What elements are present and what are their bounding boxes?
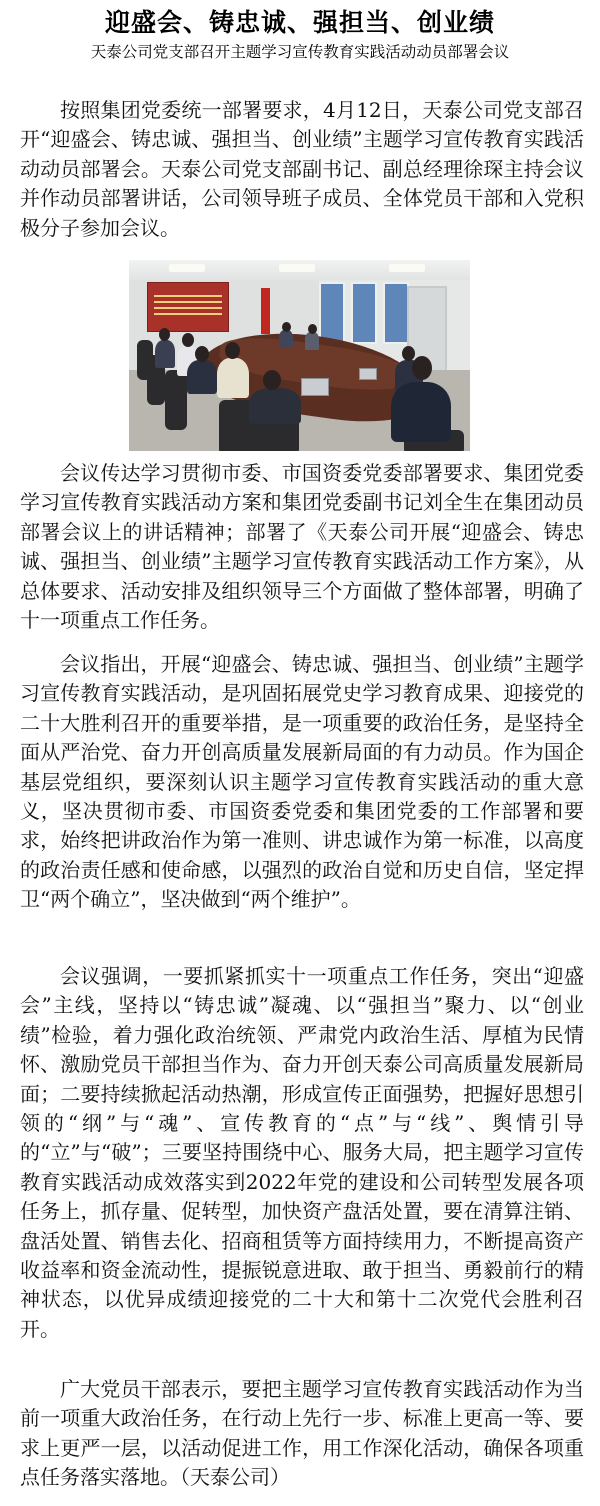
attendee-head <box>195 346 209 362</box>
ceiling-light <box>279 264 315 272</box>
attendee <box>249 388 301 424</box>
paragraph-1: 按照集团党委统一部署要求，4月12日，天泰公司党支部召开“迎盛会、铸忠诚、强担当、创业绩”主题学习宣传教育实践活动动员部署会。天泰公司党支部副书记、副总经理徐琛主持会议并作动员部署讲话，公司领导班子成员、全体党员干部和入党积极分子参加会议。 <box>20 98 584 240</box>
paragraph-2: 会议传达学习贯彻市委、市国资委党委部署要求、集团党委学习宣传教育实践活动方案和集团党委副书记刘全生在集团动员部署会议上的讲话精神；部署了《天泰公司开展“迎盛会、铸忠诚、强担当、创业绩”主题学习宣传教育实践活动工作方案》，从总体要求、活动安排及组织领导三个方面做了整体部署，明确了十一项重点工作任务。 <box>20 461 584 633</box>
article-subtitle: 天泰公司党支部召开主题学习宣传教育实践活动动员部署会议 <box>90 43 510 61</box>
attendee <box>155 340 175 368</box>
attendee-head <box>225 342 240 359</box>
attendee-head <box>282 322 291 332</box>
meeting-photo <box>129 260 470 451</box>
attendee-head <box>308 324 317 334</box>
laptop <box>359 368 377 380</box>
window <box>383 282 409 344</box>
attendee <box>217 358 249 398</box>
attendee <box>391 382 451 442</box>
attendee-head <box>263 370 281 390</box>
attendee-head <box>159 328 170 341</box>
ceiling-light <box>169 264 205 272</box>
attendee-head <box>412 356 432 380</box>
attendee <box>279 330 293 348</box>
paragraph-3: 会议指出，开展“迎盛会、铸忠诚、强担当、创业绩”主题学习宣传教育实践活动，是巩固拓展党史学习教育成果、迎接党的二十大胜利召开的重要举措，是一项重要的政治任务，是坚持全面从严治党、奋力开创高质量发展新局面的有力动员。作为国企基层党组织，要深刻认识主题学习宣传教育实践活动的重大意义，坚决贯彻市委、市国资委党委和集团党委的工作部署和要求，始终把讲政治作为第一准则、讲忠诚作为第一标准，以高度的政治责任感和使命感，以强烈的政治自觉和历史自信，坚定捍卫“两个确立”，坚决做到“两个维护”。 <box>20 652 584 912</box>
chair <box>165 370 187 430</box>
window <box>319 282 345 344</box>
attendee <box>305 332 319 350</box>
red-banner <box>147 282 229 332</box>
attendee-head <box>402 346 415 361</box>
window <box>351 282 377 344</box>
attendee-head <box>182 333 194 347</box>
party-flag <box>261 288 270 334</box>
laptop <box>301 378 329 396</box>
paragraph-4: 会议强调，一要抓紧抓实十一项重点工作任务，突出“迎盛会”主线，坚持以“铸忠诚”凝魂、以“强担当”聚力、以“创业绩”检验，着力强化政治统领、严肃党内政治生活、厚植为民情怀、激励党员干部担当作为、奋力开创天泰公司高质量发展新局面；二要持续掀起活动热潮，形成宣传正面强势，把握好思想引领的“纲”与“魂”、宣传教育的“点”与“线”、舆情引导的“立”与“破”；三要坚持围绕中心、服务大局，把主题学习宣传教育实践活动成效落实到2022年党的建设和公司转型发展各项任务上，抓存量、促转型，加快资产盘活处置，要在清算注销、盘活处置、销售去化、招商租赁等方面持续用力，不断提高资产收益率和资金流动性，提振锐意进取、敢于担当、勇毅前行的精神状态，以优异成绩迎接党的二十大和第十二次党代会胜利召开。 <box>20 964 584 1341</box>
paragraph-5: 广大党员干部表示，要把主题学习宣传教育实践活动作为当前一项重大政治任务，在行动上先行一步、标准上更高一等、要求上更严一层，以活动促进工作，用工作深化活动，确保各项重点任务落实落地。（天泰公司） <box>20 1377 584 1490</box>
article-title: 迎盛会、铸忠诚、强担当、创业绩 <box>104 8 495 37</box>
attendee <box>187 360 217 394</box>
ceiling-light <box>389 264 425 272</box>
